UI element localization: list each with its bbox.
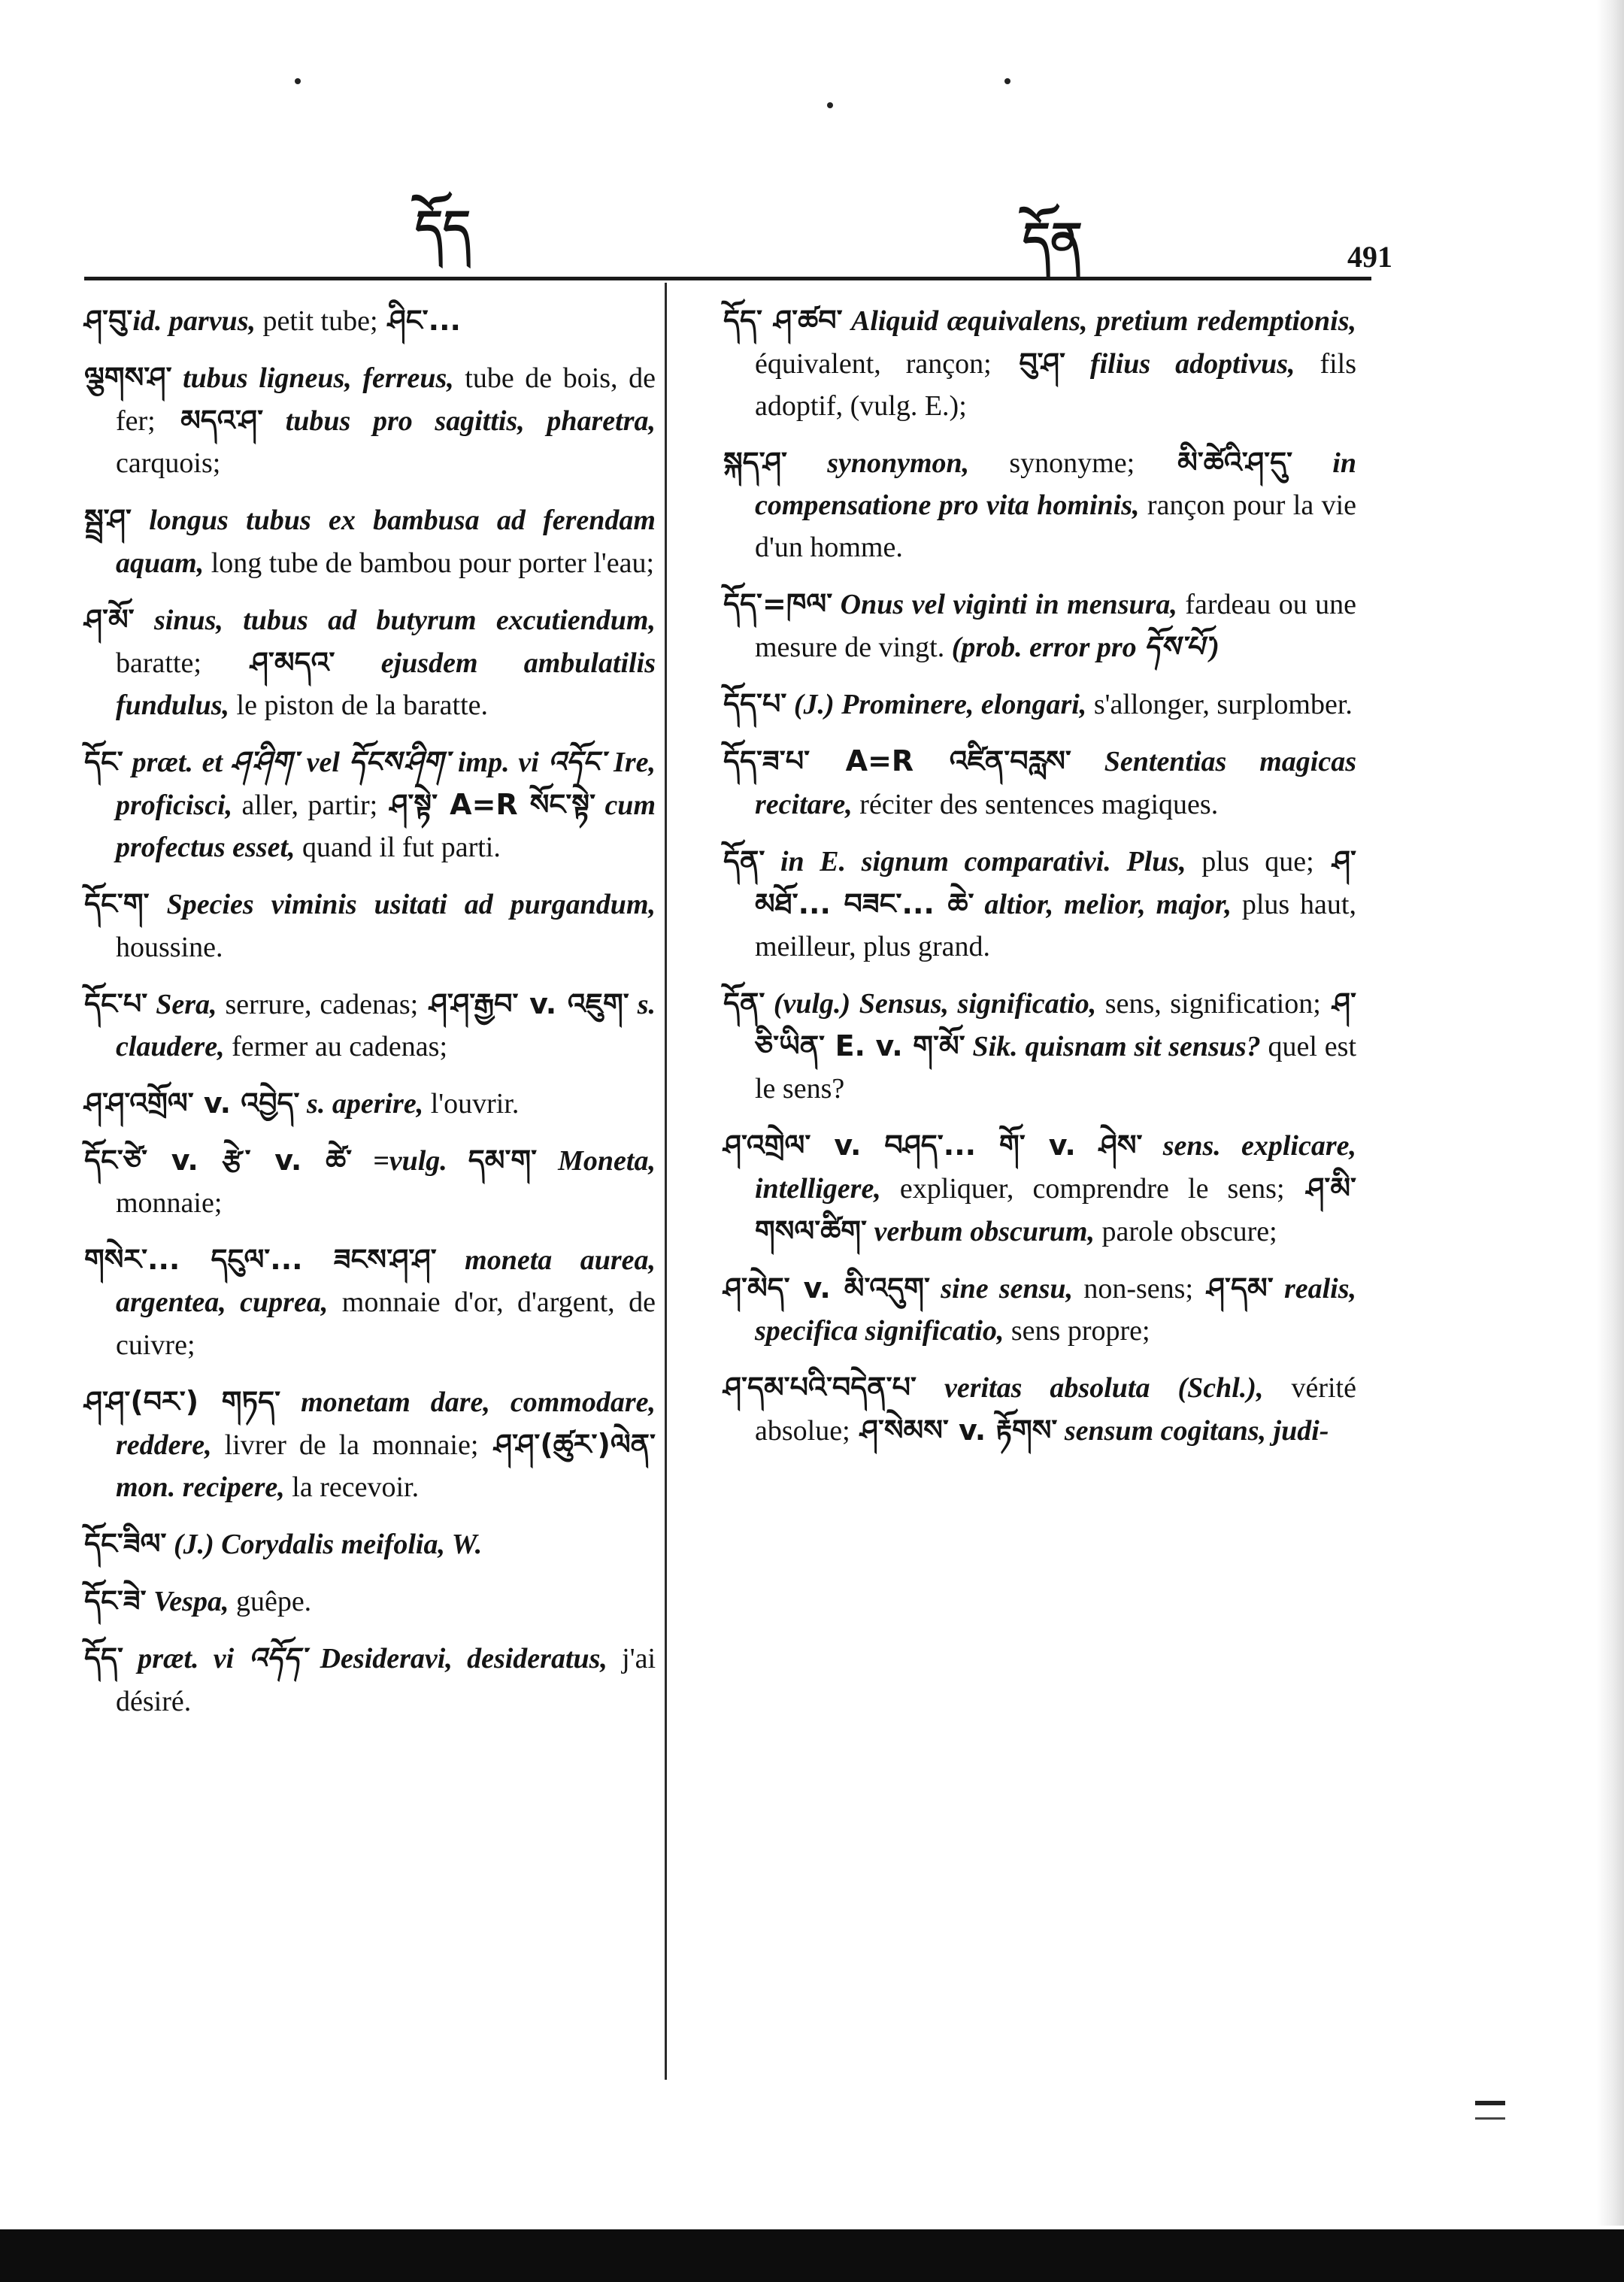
- french-gloss: l'ouvrir.: [423, 1088, 520, 1120]
- tibetan-term: ཤ་བུ་: [84, 304, 133, 337]
- tibetan-term: ཤ་ཤ་རྒྱབ་ v. འཇུག་: [418, 987, 629, 1020]
- french-gloss: houssine.: [116, 932, 223, 963]
- dictionary-entry: [723, 1267, 1356, 1352]
- tibetan-term: ཤ་དམ་: [1193, 1271, 1274, 1305]
- french-gloss: long tube de bambou pour porter l'eau;: [204, 547, 655, 579]
- latin-gloss: synonymon,: [786, 447, 970, 479]
- dictionary-entry: [84, 499, 656, 584]
- latin-gloss: verbum obscurum,: [867, 1216, 1095, 1247]
- latin-gloss: sensum cogitans, judi-: [1057, 1415, 1329, 1447]
- french-gloss: serrure, cadenas;: [217, 989, 419, 1020]
- latin-gloss: Sera,: [147, 989, 217, 1020]
- right-column: [723, 299, 1356, 1466]
- french-gloss: j'ai désiré.: [116, 1643, 656, 1717]
- french-gloss: parole obscure;: [1094, 1216, 1277, 1247]
- french-gloss: fils adoptif, (vulg. E.);: [755, 348, 1357, 422]
- dictionary-entry: [84, 1139, 656, 1224]
- latin-gloss: Vespa,: [146, 1586, 229, 1617]
- dictionary-entry: [723, 299, 1356, 427]
- latin-gloss: realis, specifica significatio,: [755, 1273, 1357, 1347]
- french-gloss: non-sens;: [1073, 1273, 1194, 1305]
- dictionary-entry: [723, 683, 1356, 726]
- dictionary-entry: [84, 983, 656, 1068]
- french-gloss: vérité absolue;: [755, 1372, 1356, 1447]
- french-gloss: plus haut, meilleur, plus grand.: [755, 889, 1356, 962]
- latin-gloss: sinus, tubus ad butyrum excutiendum,: [134, 605, 656, 636]
- dictionary-entry: [723, 982, 1356, 1110]
- dictionary-entry: [84, 1380, 656, 1508]
- left-guide-word: དོད: [415, 201, 471, 256]
- tibetan-term: སྐད་ཤ་: [723, 446, 787, 479]
- ink-speck: [827, 102, 833, 108]
- tibetan-term: དོང་ཟེ་: [84, 1584, 147, 1617]
- dictionary-entry: [84, 883, 656, 968]
- dictionary-entry: [84, 1523, 656, 1565]
- tibetan-term: ཤ་སྟེ་ A=R སོང་སྟེ་: [377, 788, 596, 821]
- latin-gloss: tubus pro sagittis, pharetra,: [263, 405, 656, 437]
- tibetan-term: ལྕགས་ཤ་: [84, 361, 172, 394]
- tibetan-term: བུ་ཤ་: [991, 347, 1065, 380]
- french-gloss: synonyme;: [969, 447, 1135, 479]
- french-gloss: expliquer, comprendre le sens;: [880, 1173, 1285, 1205]
- latin-gloss: monetam dare, commodare, reddere,: [116, 1386, 656, 1461]
- tibetan-term: དོད་ ཤ་ཚབ་: [723, 304, 843, 337]
- dictionary-entry: [84, 1637, 656, 1723]
- page-edge-shadow: [1597, 0, 1624, 2226]
- tibetan-term: དོན་: [723, 844, 765, 877]
- tibetan-term: ཤ་ཤ་འགྲོལ་ v. འབྱེད་: [84, 1086, 300, 1120]
- latin-gloss: tubus ligneus, ferreus,: [171, 362, 454, 394]
- page-number: 491: [1347, 240, 1392, 274]
- dictionary-entry: [84, 1238, 656, 1366]
- french-gloss: le piston de la baratte.: [229, 689, 489, 721]
- dictionary-entry: [84, 299, 656, 342]
- french-gloss: fermer au cadenas;: [224, 1031, 448, 1062]
- french-gloss: fardeau ou une mesure de vingt.: [755, 589, 1356, 663]
- latin-gloss: (J.) Prominere, elongari,: [786, 689, 1087, 720]
- french-gloss: aller, partir;: [232, 789, 378, 821]
- dictionary-entry: [723, 1366, 1356, 1452]
- tibetan-term: དོང་ག་: [84, 887, 150, 920]
- ink-speck: [295, 78, 301, 84]
- latin-gloss: =vulg.: [352, 1145, 468, 1177]
- column-divider: [665, 283, 667, 2080]
- latin-gloss: altior, melior, major,: [974, 889, 1232, 920]
- latin-gloss: s. claudere,: [116, 989, 656, 1062]
- dictionary-entry: [84, 741, 656, 868]
- french-gloss: sens propre;: [1004, 1315, 1150, 1347]
- tibetan-term: ཤ་མདའ་: [201, 646, 335, 679]
- tibetan-term: དོང་ཟིལ་: [84, 1527, 167, 1560]
- french-gloss: livrer de la monnaie;: [211, 1429, 479, 1461]
- tibetan-term: ཤིང་...: [377, 304, 461, 337]
- tibetan-term: དོད་=ཁལ་: [723, 587, 833, 620]
- tibetan-term: དོད་པ་: [723, 687, 787, 720]
- latin-gloss: præt. et ཤ་ཤིག་ vel དོངས་ཤིག་ imp. vi འདོང་ Ire, proficisci,: [116, 747, 656, 821]
- latin-gloss: Moneta,: [537, 1145, 656, 1177]
- tibetan-term: དམ་ག་: [468, 1144, 538, 1177]
- tibetan-term: དོན་: [723, 986, 765, 1020]
- tibetan-term: དོད་ཟ་པ་ A=R འཛིན་བརླས་: [723, 744, 1071, 777]
- dictionary-entry: [723, 583, 1356, 668]
- french-gloss: monnaie;: [116, 1187, 223, 1219]
- tibetan-term: སྦྲ་ཤ་: [84, 503, 132, 536]
- latin-gloss: præt. vi འདོད་ Desideravi, desideratus,: [123, 1643, 607, 1674]
- tibetan-term: གསེར་... དངུལ་... ཟངས་ཤ་ཤ་: [84, 1243, 437, 1276]
- latin-gloss: longus tubus ex bambusa ad ferendam aquam,: [116, 505, 656, 579]
- latin-gloss: mon. recipere,: [116, 1471, 285, 1503]
- tibetan-term: ཤ་མེད་ v. མི་འདུག་: [723, 1271, 930, 1305]
- latin-gloss: (vulg.) Sensus, significatio,: [765, 988, 1097, 1020]
- dictionary-entry: [84, 356, 656, 484]
- tibetan-term: དོང་པ་: [84, 987, 148, 1020]
- dictionary-entry: [84, 599, 656, 726]
- tibetan-term: ཤ་མི་གསལ་ཚིག་: [755, 1171, 1356, 1247]
- tibetan-term: ཤ་འགྲེལ་ v. བཤད་... གོ་ v. ཤེས་: [723, 1129, 1143, 1162]
- latin-gloss: Aliquid æquivalens, pretium redemptionis,: [842, 305, 1356, 337]
- latin-gloss: (J.) Corydalis meifolia, W.: [166, 1529, 483, 1560]
- tibetan-term: ཤ་སེམས་ v. རྟོགས་: [850, 1414, 1058, 1447]
- margin-mark: [1475, 2101, 1505, 2120]
- french-gloss: carquois;: [116, 447, 221, 479]
- dictionary-entry: [723, 740, 1356, 826]
- french-gloss: petit tube;: [255, 305, 378, 337]
- latin-gloss: Sik. quisnam sit sensus?: [965, 1031, 1261, 1062]
- latin-gloss: cum profectus esset,: [116, 789, 656, 863]
- latin-gloss: id. parvus,: [132, 305, 256, 337]
- french-gloss: quand il fut parti.: [295, 832, 501, 863]
- french-gloss: plus que;: [1186, 846, 1314, 877]
- left-column: [84, 299, 656, 1737]
- header-rule: [84, 277, 1371, 280]
- tibetan-term: ཤ་མཐོ་... བཟང་... ཆེ་: [755, 844, 1356, 920]
- latin-gloss: Species viminis usitati ad purgandum,: [149, 889, 656, 920]
- dictionary-entry: [723, 1124, 1356, 1253]
- right-guide-word: དོན: [1023, 213, 1083, 268]
- dictionary-entry: [84, 1082, 656, 1125]
- tibetan-term: ཤ་དམ་པའི་བདེན་པ་: [723, 1371, 917, 1404]
- tibetan-term: ཤ་ཤ་(བར་) གཏད་: [84, 1385, 281, 1418]
- ink-speck: [1004, 78, 1010, 84]
- tibetan-term: མི་ཚེའི་ཤ་དུ་: [1135, 446, 1293, 479]
- french-gloss: monnaie d'or, d'argent, de cuivre;: [116, 1286, 656, 1361]
- french-gloss: s'allonger, surplomber.: [1086, 689, 1353, 720]
- french-gloss: baratte;: [116, 647, 201, 679]
- french-gloss: guêpe.: [229, 1586, 312, 1617]
- latin-gloss: sens. explicare, intelligere,: [755, 1130, 1357, 1205]
- latin-gloss: filius adoptivus,: [1065, 348, 1295, 380]
- dictionary-entry: [84, 1580, 656, 1623]
- latin-gloss: ejusdem ambulatilis fundulus,: [116, 647, 656, 721]
- french-gloss: tube de bois, de fer;: [116, 362, 656, 437]
- latin-gloss: Sententias magicas recitare,: [755, 746, 1356, 820]
- french-gloss: rançon pour la vie d'un homme.: [755, 489, 1357, 563]
- french-gloss: équivalent, rançon;: [755, 348, 992, 380]
- tibetan-term: ཤ་མོ་: [84, 603, 135, 636]
- latin-gloss: Onus vel viginti in mensura,: [832, 589, 1177, 620]
- latin-gloss: in E. signum comparativi. Plus,: [765, 846, 1186, 877]
- french-gloss: sens, signification;: [1096, 988, 1321, 1020]
- tibetan-term: དོང་ཙེ་ v. རྩེ་ v. ཚེ་: [84, 1144, 353, 1177]
- latin-gloss: s. aperire,: [299, 1088, 424, 1120]
- french-gloss: réciter des sentences magiques.: [852, 789, 1219, 820]
- latin-gloss: (prob. error pro དོས་པོ་): [944, 632, 1220, 663]
- latin-gloss: sine sensu,: [929, 1273, 1074, 1305]
- latin-gloss: moneta aurea, argentea, cuprea,: [116, 1244, 656, 1318]
- latin-gloss: in compensatione pro vita hominis,: [755, 447, 1356, 521]
- tibetan-term: དོང་: [84, 745, 123, 778]
- french-gloss: quel est le sens?: [755, 1031, 1357, 1105]
- french-gloss: la recevoir.: [284, 1471, 420, 1503]
- dictionary-entry: [723, 840, 1356, 968]
- tibetan-term: ཤ་ཅི་ཡིན་ E. v. ག་མོ་: [755, 986, 1356, 1062]
- tibetan-term: དོད་: [84, 1641, 123, 1674]
- tibetan-term: མདའ་ཤ་: [155, 404, 264, 437]
- scan-bottom-border: [0, 2229, 1624, 2282]
- dictionary-entry: [723, 441, 1356, 568]
- latin-gloss: veritas absoluta (Schl.),: [916, 1372, 1264, 1404]
- tibetan-term: ཤ་ཤ་(ཚུར་)ལེན་: [478, 1428, 656, 1461]
